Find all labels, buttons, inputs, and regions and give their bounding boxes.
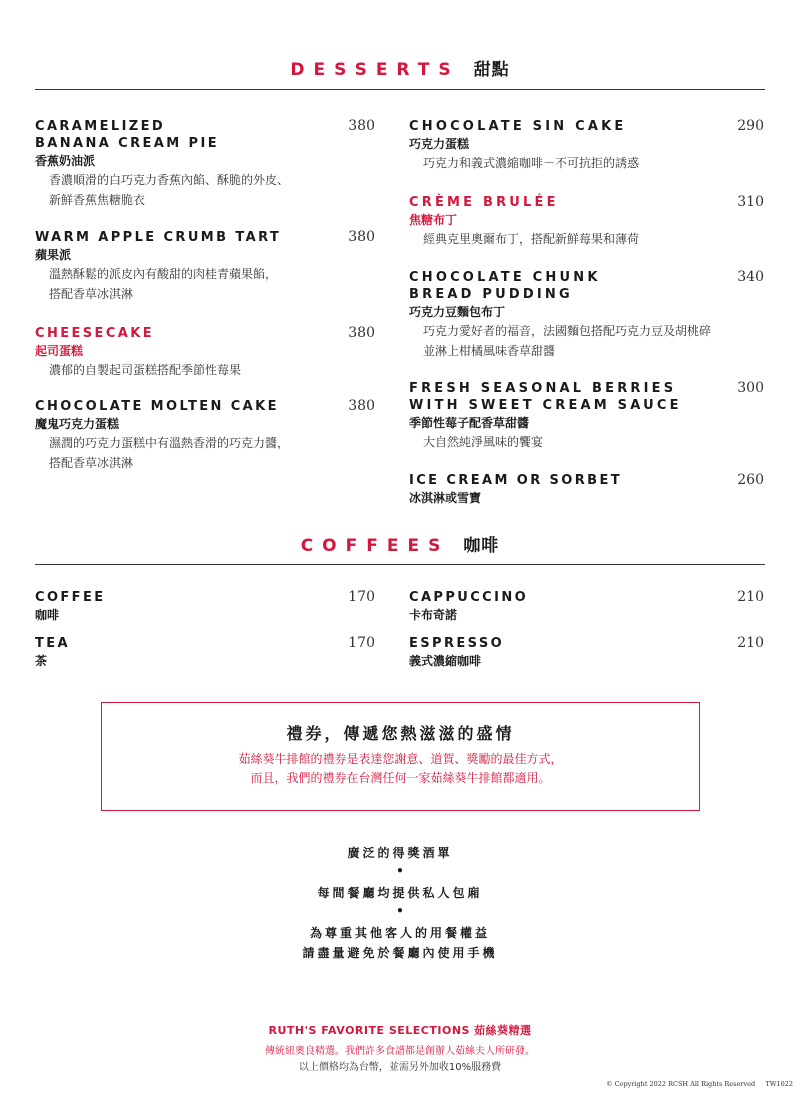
item-price: 170 — [348, 635, 375, 651]
item-price: 380 — [348, 325, 375, 341]
menu-item-banana-cream-pie — [35, 118, 375, 210]
coffees-divider — [35, 564, 765, 565]
item-name: ICE CREAM OR SORBET — [409, 473, 623, 488]
item-price: 380 — [348, 398, 375, 414]
item-name: CARAMELIZED BANANA CREAM PIE — [35, 119, 219, 151]
item-price: 260 — [737, 472, 764, 488]
note-private-room: 每間餐廳均提供私人包廂 — [317, 886, 483, 900]
menu-item-molten-cake — [35, 398, 375, 473]
note-wine-list: 廣泛的得獎酒單 — [347, 846, 453, 860]
item-name: COFFEE — [35, 590, 106, 605]
menu-item-espresso — [409, 635, 764, 670]
desserts-title-en: DESSERTS — [290, 60, 460, 80]
favorite-selections — [0, 1022, 800, 1038]
item-price: 210 — [737, 589, 764, 605]
item-description: 濕潤的巧克力蛋糕中有溫熱香滑的巧克力醬， 搭配香草冰淇淋 — [49, 436, 290, 470]
gift-text: 茹絲葵牛排館的禮券是表達您謝意、道賀、獎勵的最佳方式， 而且，我們的禮券在台灣任何一家茹絲葵牛排館都適用。 — [238, 752, 563, 785]
menu-code: TW1022 — [765, 1080, 794, 1088]
item-name: WARM APPLE CRUMB TART — [35, 230, 282, 245]
item-description: 巧克力愛好者的福音，法國麵包搭配巧克力豆及胡桃碎 並淋上柑橘風味香草甜醬 — [423, 324, 712, 358]
item-name-zh: 咖啡 — [35, 608, 60, 622]
item-name: FRESH SEASONAL BERRIES WITH SWEET CREAM SAUCE — [409, 381, 682, 413]
item-name: CHEESECAKE — [35, 326, 154, 341]
menu-item-ice-cream — [409, 472, 764, 507]
gift-certificate-box — [101, 702, 700, 811]
menu-item-coffee — [35, 589, 375, 624]
desserts-divider — [35, 89, 765, 90]
item-description: 經典克里奧爾布丁，搭配新鮮莓果和薄荷 — [423, 232, 640, 246]
gift-title: 禮券，傳遞您熱滋滋的盛情 — [286, 724, 515, 743]
favorite-description: 傳統紐奧良精選。我們許多食譜都是創辦人茹絲夫人所研發。 — [265, 1046, 535, 1057]
note-respect-guests: 為尊重其他客人的用餐權益 — [309, 926, 490, 940]
item-name-zh: 焦糖布丁 — [409, 213, 458, 227]
item-price: 170 — [348, 589, 375, 605]
item-name: TEA — [35, 636, 71, 651]
price-note: 以上價格均為台幣，並需另外加收10%服務費 — [298, 1062, 502, 1073]
item-name-zh: 義式濃縮咖啡 — [409, 654, 482, 668]
menu-item-apple-crumb-tart — [35, 229, 375, 304]
favorite-en: RUTH'S FAVORITE SELECTIONS — [268, 1024, 470, 1037]
item-name: CHOCOLATE MOLTEN CAKE — [35, 399, 279, 414]
coffees-heading — [0, 536, 800, 556]
item-name-zh: 卡布奇諾 — [409, 608, 458, 622]
item-name-zh: 蘋果派 — [35, 248, 72, 262]
item-description: 大自然純淨風味的饗宴 — [423, 435, 544, 449]
item-name-zh: 香蕉奶油派 — [35, 154, 96, 168]
item-name-zh: 魔鬼巧克力蛋糕 — [35, 417, 120, 431]
menu-item-cheesecake — [35, 325, 375, 380]
coffees-title-zh: 咖啡 — [463, 536, 500, 556]
item-description: 巧克力和義式濃縮咖啡－不可抗拒的誘惑 — [423, 156, 640, 170]
desserts-heading — [0, 60, 800, 80]
item-price: 340 — [737, 269, 764, 285]
item-name-zh: 季節性莓子配香草甜醬 — [409, 416, 530, 430]
note-separator: • — [396, 864, 404, 878]
menu-item-seasonal-berries — [409, 380, 764, 452]
menu-item-chocolate-sin-cake — [409, 118, 764, 173]
coffees-title-en: COFFEES — [300, 536, 450, 556]
item-price: 380 — [348, 229, 375, 245]
copyright-text: © Copyright 2022 RCSH All Rights Reserved — [606, 1080, 756, 1088]
copyright — [606, 1080, 793, 1088]
item-name-zh: 巧克力蛋糕 — [409, 137, 470, 151]
item-name-zh: 冰淇淋或雪寶 — [409, 491, 482, 505]
menu-item-cappuccino — [409, 589, 764, 624]
menu-item-creme-brulee — [409, 194, 764, 249]
menu-item-bread-pudding — [409, 269, 764, 361]
item-description: 香濃順滑的白巧克力香蕉內餡、酥脆的外皮、 新鮮香蕉焦糖脆衣 — [49, 173, 290, 207]
menu-item-tea — [35, 635, 375, 670]
item-price: 290 — [737, 118, 764, 134]
item-description: 溫熱酥鬆的派皮內有酸甜的肉桂青蘋果餡， 搭配香草冰淇淋 — [49, 267, 278, 301]
favorite-zh: 茹絲葵精選 — [473, 1024, 532, 1037]
note-separator: • — [396, 904, 404, 918]
restaurant-notes — [0, 843, 800, 963]
item-description: 濃郁的自製起司蛋糕搭配季節性莓果 — [49, 363, 242, 377]
item-name-zh: 巧克力豆麵包布丁 — [409, 305, 506, 319]
item-name: CAPPUCCINO — [409, 590, 529, 605]
item-price: 300 — [737, 380, 764, 396]
note-no-phones: 請盡量避免於餐廳內使用手機 — [302, 946, 498, 960]
item-name-zh: 起司蛋糕 — [35, 344, 84, 358]
desserts-title-zh: 甜點 — [473, 60, 510, 80]
item-price: 380 — [348, 118, 375, 134]
item-name: ESPRESSO — [409, 636, 505, 651]
item-name: CHOCOLATE CHUNK BREAD PUDDING — [409, 270, 601, 302]
item-name: CHOCOLATE SIN CAKE — [409, 119, 627, 134]
item-price: 310 — [737, 194, 764, 210]
item-price: 210 — [737, 635, 764, 651]
item-name-zh: 茶 — [35, 654, 48, 668]
item-name: CRÈME BRULÉE — [409, 195, 559, 210]
